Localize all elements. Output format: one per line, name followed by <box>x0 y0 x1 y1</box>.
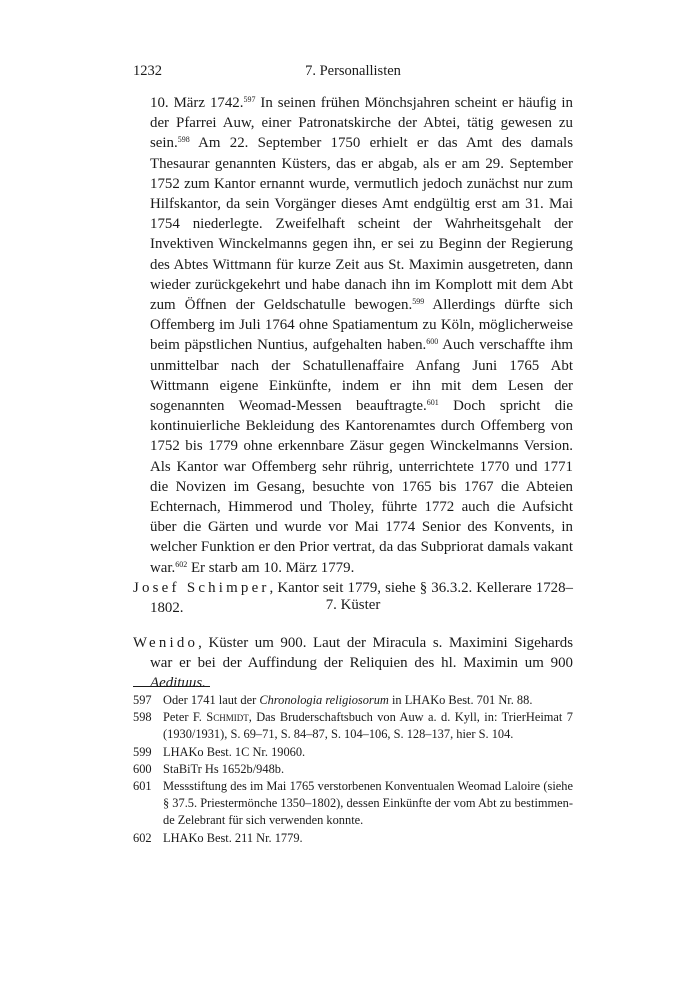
text-run: 10. März 1742. <box>150 95 244 111</box>
text-run: Allerdings dürfte sich Offemberg im Juli 1764 ohne Spatiamentum zu Köln, möglicherweise beim päpstlichen Nuntius, aufgehalten haben. <box>150 297 573 354</box>
offemberg-paragraph <box>133 93 573 578</box>
footnote-ref-599[interactable]: 599 <box>412 297 425 307</box>
footnote-598 <box>133 709 573 743</box>
footnote-601 <box>133 778 573 830</box>
text-run: Er starb am 10. März 1779. <box>187 559 355 576</box>
footnote-text: LHAKo Best. 211 Nr. 1779. <box>163 830 303 845</box>
person-name: Josef Schimper <box>133 579 270 596</box>
footnote-number: 601 <box>133 779 152 794</box>
section-heading: 7. Küster <box>325 597 381 613</box>
wenido-entry <box>133 633 573 694</box>
footnote-number: 602 <box>133 830 152 845</box>
footnote-text: Messstiftung des im Mai 1765 verstorbenen Konventualen Weomad Laloire (siehe § 37.5. Priestermönche 1350–1802), dessen Einkünfte der vom Abt zu bestimmen-de Zelebrant für sich verwenden konnte. <box>163 779 573 828</box>
footnote-text: StaBiTr Hs 1652b/948b. <box>163 761 285 776</box>
footnote-602 <box>133 830 573 847</box>
footnote-text: LHAKo Best. 1C Nr. 19060. <box>163 744 306 759</box>
footnote-number: 599 <box>133 744 152 759</box>
footnote-text: in LHAKo Best. 701 Nr. 88. <box>388 693 533 707</box>
footnote-text: Oder 1741 laut der <box>163 693 260 707</box>
author-name: Schmidt <box>206 710 249 725</box>
footnote-ref-597[interactable]: 597 <box>243 95 256 104</box>
text-run: Auch verschaffte ihm unmittelbar nach der Schatullenaffaire Anfang Juni 1765 Abt Wittmann eigene Einkünfte, indem er ihn mit dem Lesen der sogenannten Weomad-Messen beauftragte. <box>150 337 573 415</box>
footnote-ref-598[interactable]: 598 <box>177 135 190 145</box>
text-run: Doch spricht die kontinuierliche Bekleidung des Kantorenamtes durch Offemberg von 1752 bis 1779 ohne erkennbare Zäsur gegen Winckelmanns Version. Als Kantor war Offemberg sehr rührig, unterrichtete 1770 und 1771 die Novizen im Gesang, besuchte von 1765 bis 1767 die Abteien Echternach, Himmerod und Tholey, führte 1772 auch die Aufsicht über die Gärten und wurde vor Mai 1774 Senior des Konvents, in welcher Funktion er den Prior vertrat, da das Subpriorat damals vakant war. <box>150 398 573 576</box>
footnote-number: 597 <box>133 693 152 707</box>
footnote-number: 598 <box>133 710 152 725</box>
page-header <box>133 63 573 83</box>
footnote-600 <box>133 761 573 778</box>
text-run: In seinen frühen Mönchsjahren scheint er häufig in der Pfarrei Auw, einer Patronatskirche der Abtei, tätig gewesen zu sein. <box>150 95 573 152</box>
text-run: Am 22. September 1750 erhielt er das Amt des damals Thesaurar genannten Küsters, das er abgab, als er am 29. September 1752 zum Kantor ernannt wurde, vermutlich jedoch zunächst nur zum Hilfskantor, da sein Vorgänger dieses Amt endgültig erst am 31. Mai 1754 niederlegte. Zweifelhaft scheint der Wahrheitsgehalt der Invektiven Winckelmanns gegen ihn, er sei zu Beginn der Regierung des Abtes Wittmann für kurze Zeit aus St. Maximin ausgetreten, dann wieder zurückgekehrt und habe danach ihn im Komplott mit dem Abt zum Öffnen der Geldschatulle bewogen. <box>150 135 573 314</box>
wenido-entry-block <box>133 633 573 694</box>
running-head: 7. Personallisten <box>305 63 401 79</box>
footnote-rule <box>133 686 210 687</box>
footnote-597 <box>133 692 573 709</box>
entry-text: , Küster um 900. Laut der Miracula s. Maximini Sigehards war er bei der Auffindung der Reliquien des hl. Maximin um 900 <box>150 635 573 672</box>
footnote-599 <box>133 744 573 761</box>
page-number: 1232 <box>133 63 162 79</box>
footnote-text: , Das Bruderschaftsbuch von Auw a. d. Kyll, in: TrierHeimat 7 (1930/1931), S. 69–71, S. 84–87, S. 104–106, S. 128–137, hier S. 104. <box>163 710 573 742</box>
footnotes <box>133 692 573 847</box>
footnote-ref-601[interactable]: 601 <box>426 398 439 408</box>
footnote-ref-600[interactable]: 600 <box>426 337 439 347</box>
italic-term: Aedituus. <box>150 675 206 692</box>
footnote-italic: Chronologia religiosorum <box>259 693 389 707</box>
main-text <box>133 93 573 618</box>
person-name: Wenido <box>133 635 199 651</box>
footnote-text: Peter F. <box>163 710 207 725</box>
footnote-ref-602[interactable]: 602 <box>175 559 188 569</box>
entry-text: , Kantor seit 1779, siehe § 36.3.2. Kellerare 1728–1802. <box>150 579 573 617</box>
footnote-number: 600 <box>133 761 152 776</box>
